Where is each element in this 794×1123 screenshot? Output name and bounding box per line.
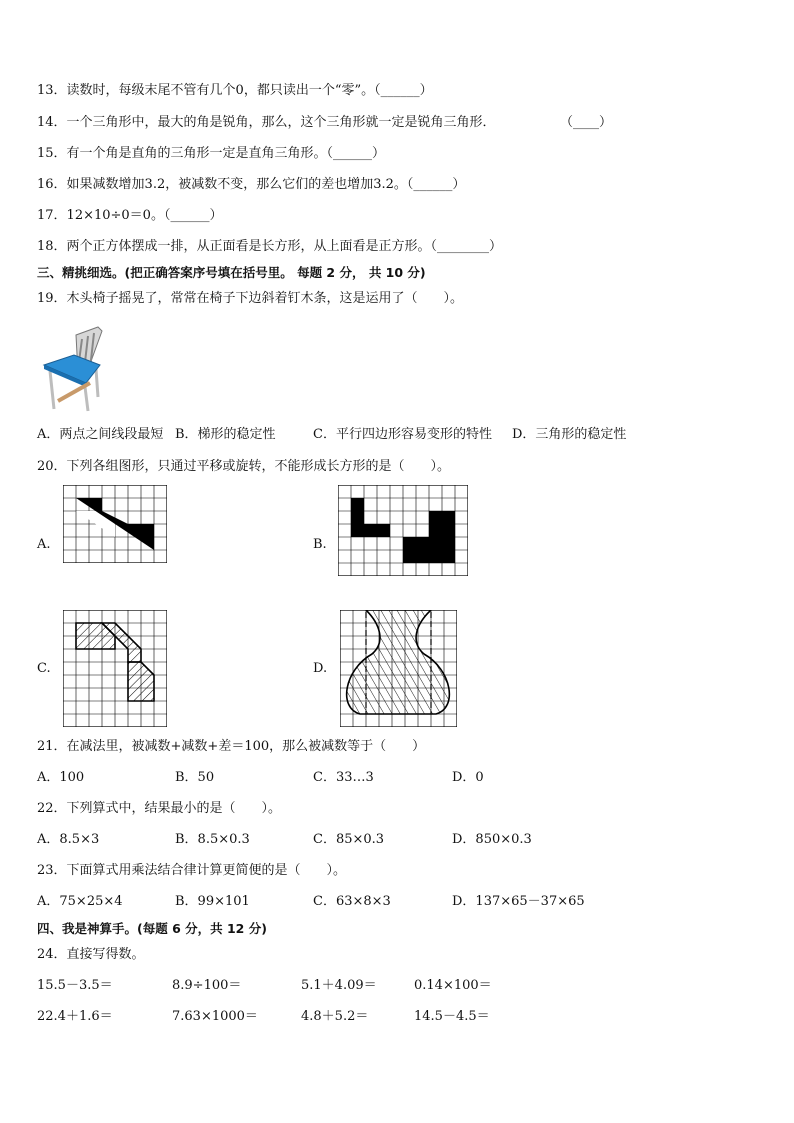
calc-item: 14.5－4.5＝ bbox=[414, 1009, 490, 1024]
calc-item: 22.4＋1.6＝ bbox=[37, 1009, 113, 1024]
q19-option-d: D．三角形的稳定性 bbox=[512, 427, 627, 442]
chair-image bbox=[40, 325, 110, 413]
question-14: 14．一个三角形中，最大的角是锐角，那么，这个三角形就一定是锐角三角形． bbox=[37, 115, 496, 130]
q22-option-b: B．8.5×0.3 bbox=[175, 832, 250, 847]
q20-label-a: A. bbox=[37, 537, 51, 552]
calc-item: 7.63×1000＝ bbox=[172, 1009, 258, 1024]
q23-option-b: B．99×101 bbox=[175, 894, 250, 909]
calc-item: 8.9÷100＝ bbox=[172, 978, 242, 993]
q20-figure-a bbox=[63, 485, 167, 563]
q20-label-d: D. bbox=[313, 661, 328, 676]
q19-option-b: B．梯形的稳定性 bbox=[175, 427, 276, 442]
q20-figure-d bbox=[340, 610, 457, 727]
q22-option-a: A．8.5×3 bbox=[37, 832, 100, 847]
question-14-blank: （____） bbox=[560, 115, 613, 130]
question-22: 22．下列算式中，结果最小的是（ ）。 bbox=[37, 801, 282, 816]
q20-figure-b bbox=[338, 485, 468, 576]
q21-option-a: A．100 bbox=[37, 770, 85, 785]
question-24: 24．直接写得数。 bbox=[37, 947, 145, 962]
q21-option-b: B．50 bbox=[175, 770, 215, 785]
q23-option-d: D．137×65－37×65 bbox=[452, 894, 585, 909]
calc-item: 0.14×100＝ bbox=[414, 978, 492, 993]
question-16: 16．如果减数增加3.2，被减数不变，那么它们的差也增加3.2。（______） bbox=[37, 177, 466, 192]
calc-item: 4.8＋5.2＝ bbox=[301, 1009, 369, 1024]
calc-item: 5.1＋4.09＝ bbox=[301, 978, 377, 993]
q21-option-c: C．33…3 bbox=[313, 770, 374, 785]
q21-option-d: D．0 bbox=[452, 770, 484, 785]
question-23: 23．下面算式用乘法结合律计算更简便的是（ ）。 bbox=[37, 863, 347, 878]
calc-item: 15.5－3.5＝ bbox=[37, 978, 113, 993]
q22-option-c: C．85×0.3 bbox=[313, 832, 385, 847]
q23-option-a: A．75×25×4 bbox=[37, 894, 123, 909]
section-3-heading: 三、精挑细选。(把正确答案序号填在括号里。 每题 2 分， 共 10 分) bbox=[37, 265, 426, 280]
question-21: 21．在减法里，被减数+减数+差＝100，那么被减数等于（ ） bbox=[37, 739, 426, 754]
q20-label-c: C. bbox=[37, 661, 51, 676]
q20-label-b: B. bbox=[313, 537, 327, 552]
question-18: 18．两个正方体摆成一排，从正面看是长方形，从上面看是正方形。（________） bbox=[37, 239, 503, 254]
question-19: 19．木头椅子摇晃了，常常在椅子下边斜着钉木条，这是运用了（ ）。 bbox=[37, 291, 464, 306]
q20-figure-c bbox=[63, 610, 167, 727]
q22-option-d: D．850×0.3 bbox=[452, 832, 532, 847]
q19-option-c: C．平行四边形容易变形的特性 bbox=[313, 427, 492, 442]
q23-option-c: C．63×8×3 bbox=[313, 894, 391, 909]
section-4-heading: 四、我是神算手。(每题 6 分，共 12 分) bbox=[37, 921, 267, 936]
question-15: 15．有一个角是直角的三角形一定是直角三角形。（______） bbox=[37, 146, 386, 161]
question-20: 20．下列各组图形，只通过平移或旋转，不能形成长方形的是（ ）。 bbox=[37, 459, 451, 474]
q19-option-a: A．两点之间线段最短 bbox=[37, 427, 164, 442]
question-17: 17．12×10÷0＝0。（______） bbox=[37, 208, 223, 223]
question-13: 13．读数时，每级末尾不管有几个0，都只读出一个“零”。（______） bbox=[37, 83, 433, 98]
